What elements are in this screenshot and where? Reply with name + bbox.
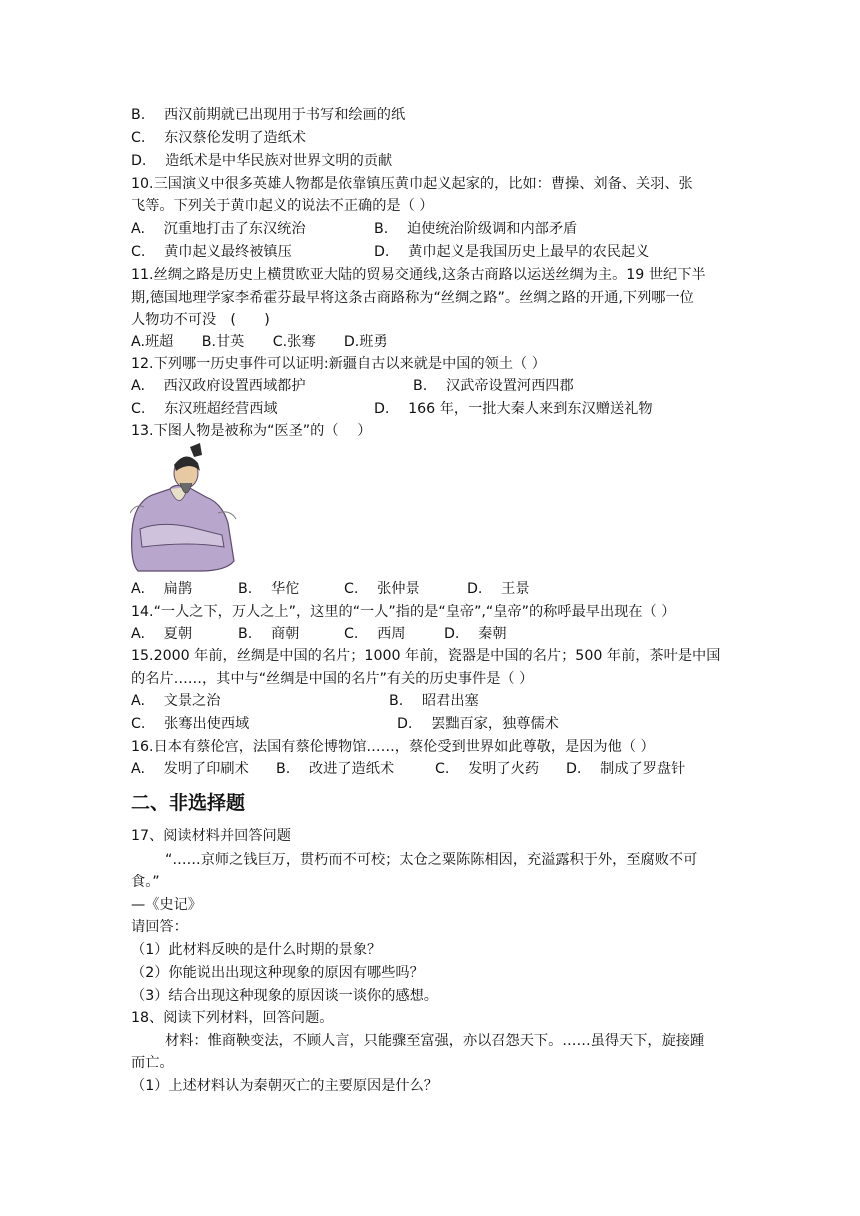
- q13-option-c: C. 张仲景: [344, 581, 420, 597]
- q14-option-c: C. 西周: [344, 626, 406, 642]
- q14-option-b: B. 商朝: [238, 626, 300, 642]
- q14-options-row: [131, 624, 731, 644]
- q10-option-d: D. 黄巾起义是我国历史上最早的农民起义: [374, 244, 650, 260]
- q14-option-d: D. 秦朝: [444, 626, 507, 642]
- q16-option-d: D. 制成了罗盘针: [566, 761, 686, 777]
- q10-stem-line-2: 飞等。下列关于黄巾起义的说法不正确的是（ ）: [131, 198, 434, 214]
- q15-option-d: D. 罢黜百家，独尊儒术: [397, 716, 559, 732]
- q12-stem: 12.下列哪一历史事件可以证明:新疆自古以来就是中国的领土（ ）: [131, 356, 546, 372]
- q12-option-b: B. 汉武帝设置河西四郡: [413, 378, 574, 394]
- q16-stem: 16.日本有蔡伦宫，法国有蔡伦博物馆……，蔡伦受到世界如此尊敬，是因为他（ ）: [131, 739, 655, 755]
- physician-portrait-figure: [130, 443, 238, 573]
- q9-option-d: D. 造纸术是中华民族对世界文明的贡献: [131, 153, 393, 169]
- q9-option-b: B. 西汉前期就已出现用于书写和绘画的纸: [131, 107, 406, 123]
- q17-source: —《史记》: [131, 897, 202, 913]
- q9-option-c: C. 东汉蔡伦发明了造纸术: [131, 130, 306, 146]
- q12-option-d: D. 166 年，一批大秦人来到东汉赠送礼物: [374, 401, 653, 417]
- q10-option-b: B. 迫使统治阶级调和内部矛盾: [374, 221, 578, 237]
- q15-options-row-2: [131, 714, 731, 734]
- q10-option-c: C. 黄巾起义最终被镇压: [131, 244, 292, 260]
- q17-quote-line-1: “……京师之钱巨万，贯朽而不可校；太仓之粟陈陈相因，充溢露积于外，至腐败不可: [165, 852, 698, 868]
- q11-stem-line-2: 期,德国地理学家李希霍芬最早将这条古商路称为“丝绸之路”。丝绸之路的开通,下列哪一位: [131, 290, 694, 306]
- q10-option-a: A. 沉重地打击了东汉统治: [131, 221, 306, 237]
- q15-option-a: A. 文景之治: [131, 693, 221, 709]
- q14-option-a: A. 夏朝: [131, 626, 193, 642]
- q12-option-c: C. 东汉班超经营西域: [131, 401, 278, 417]
- q15-stem-line-1: 15.2000 年前，丝绸是中国的名片；1000 年前，瓷器是中国的名片；500 年前，茶叶是中国: [131, 648, 721, 664]
- q10-stem-line-1: 10.三国演义中很多英雄人物都是依靠镇压黄巾起义起家的，比如：曹操、刘备、关羽、张: [131, 176, 693, 192]
- q11-stem-line-3: 人物功不可没 ( ): [131, 312, 270, 328]
- q12-options-row-1: [131, 376, 731, 396]
- q15-stem-line-2: 的名片……，其中与“丝绸是中国的名片”有关的历史事件是（ ）: [131, 671, 534, 687]
- section-title: 二、非选择题: [131, 792, 246, 814]
- q18-heading: 18、阅读下列材料，回答问题。: [131, 1010, 334, 1026]
- q11-options: A.班超 B.甘英 C.张骞 D.班勇: [131, 334, 388, 350]
- q16-option-a: A. 发明了印刷术: [131, 761, 249, 777]
- q18-material-line-1: 材料：惟商鞅变法，不顾人言，只能骤至富强，亦以召怨天下。……虽得天下，旋接踵: [165, 1033, 705, 1049]
- q10-options-row-1: [131, 219, 731, 239]
- q14-stem: 14.“一人之下，万人之上”，这里的“一人”指的是“皇帝”,“皇帝”的称呼最早出现在（ ）: [131, 604, 676, 620]
- q13-option-d: D. 王景: [467, 581, 530, 597]
- q17-sub-question-3: （3）结合出现这种现象的原因谈一谈你的感想。: [131, 988, 438, 1004]
- q17-sub-question-1: （1）此材料反映的是什么时期的景象？: [131, 942, 382, 958]
- q12-options-row-2: [131, 399, 731, 419]
- q12-option-a: A. 西汉政府设置西域都护: [131, 378, 306, 394]
- q16-option-c: C. 发明了火药: [435, 761, 540, 777]
- q17-sub-question-2: （2）你能说出出现这种现象的原因有哪些吗？: [131, 965, 424, 981]
- q16-option-b: B. 改进了造纸术: [276, 761, 395, 777]
- q18-material-line-2: 而亡。: [131, 1055, 174, 1071]
- q11-stem-line-1: 11.丝绸之路是历史上横贯欧亚大陆的贸易交通线,这条古商路以运送丝绸为主。19 世纪下半: [131, 267, 706, 283]
- q13-option-b: B. 华佗: [238, 581, 300, 597]
- q15-options-row-1: [131, 691, 731, 711]
- q13-stem: 13.下图人物是被称为“医圣”的（ ）: [131, 423, 372, 439]
- q17-prompt: 请回答：: [131, 919, 188, 935]
- q17-quote-line-2: 食。”: [131, 874, 160, 890]
- q16-options-row: [131, 759, 731, 779]
- q13-option-a: A. 扁鹊: [131, 581, 193, 597]
- q10-options-row-2: [131, 242, 731, 262]
- q15-option-c: C. 张骞出使西域: [131, 716, 250, 732]
- q18-sub-question-1: （1）上述材料认为秦朝灭亡的主要原因是什么？: [131, 1078, 438, 1094]
- q17-heading: 17、阅读材料并回答问题: [131, 828, 291, 844]
- q15-option-b: B. 昭君出塞: [389, 693, 479, 709]
- q13-options-row: [131, 579, 731, 599]
